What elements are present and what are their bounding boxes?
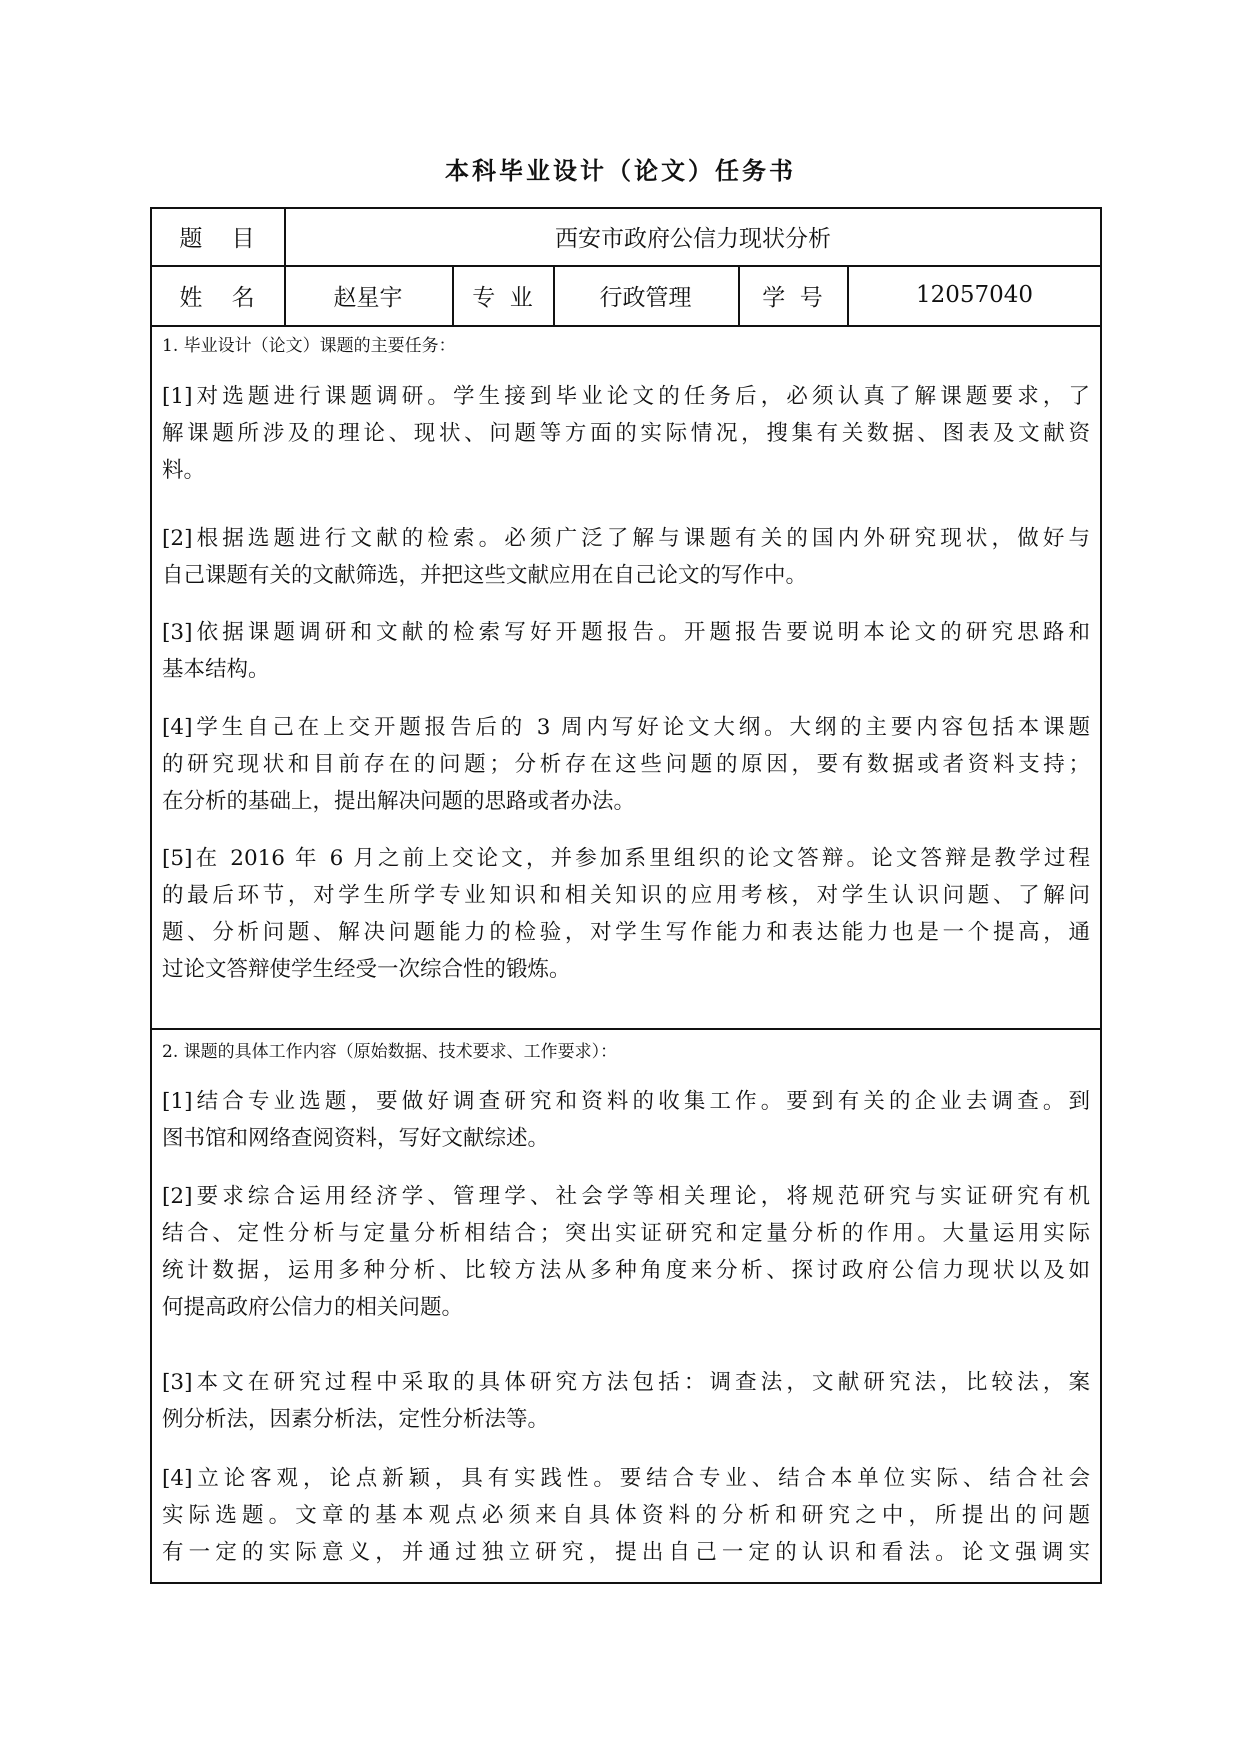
topic-value: 西安市政府公信力现状分析 — [555, 225, 831, 252]
section1-paragraph — [162, 709, 1090, 820]
section1-paragraph — [162, 840, 1090, 988]
name-value: 赵星宇 — [333, 284, 403, 311]
paragraph-line: [2]要求综合运用经济学、管理学、社会学等相关理论，将规范研究与实证研究有机 — [162, 1184, 1090, 1209]
student-info-row — [150, 265, 1102, 325]
paragraph-line: 基本结构。 — [162, 657, 270, 682]
paragraph-line: [5]在 2016 年 6 月之前上交论文，并参加系里组织的论文答辩。论文答辩是教学过程 — [162, 846, 1090, 871]
table-border-left — [150, 207, 152, 1583]
major-label: 专 业 — [472, 284, 533, 311]
paragraph-line: 图书馆和网络查阅资料，写好文献综述。 — [162, 1126, 550, 1151]
section1-paragraph — [162, 520, 1090, 594]
major-value: 行政管理 — [599, 284, 692, 311]
paragraph-line: 在分析的基础上，提出解决问题的思路或者办法。 — [162, 789, 636, 814]
paragraph-line: 解课题所涉及的理论、现状、问题等方面的实际情况，搜集有关数据、图表及文献资 — [162, 421, 1090, 446]
topic-row — [150, 207, 1102, 265]
paragraph-line: [2]根据选题进行文献的检索。必须广泛了解与课题有关的国内外研究现状，做好与 — [162, 526, 1090, 551]
table-border-section-divider — [150, 1028, 1102, 1030]
paragraph-line: 有一定的实际意义，并通过独立研究，提出自己一定的认识和看法。论文强调实 — [162, 1540, 1090, 1565]
student-id-label: 学 号 — [762, 284, 823, 311]
paragraph-line: 自己课题有关的文献筛选，并把这些文献应用在自己论文的写作中。 — [162, 563, 808, 588]
paragraph-line: 结合、定性分析与定量分析相结合；突出实证研究和定量分析的作用。大量运用实际 — [162, 1221, 1090, 1246]
section2-paragraph — [162, 1364, 1090, 1438]
paragraph-line: [4]学生自己在上交开题报告后的 3 周内写好论文大纲。大纲的主要内容包括本课题 — [162, 715, 1090, 740]
section1-paragraph — [162, 378, 1090, 489]
paragraph-line: 何提高政府公信力的相关问题。 — [162, 1295, 464, 1320]
paragraph-line: 例分析法，因素分析法，定性分析法等。 — [162, 1407, 550, 1432]
section2-paragraph — [162, 1083, 1090, 1157]
section2-heading: 2. 课题的具体工作内容（原始数据、技术要求、工作要求）： — [162, 1042, 618, 1062]
paragraph-line: [4]立论客观，论点新颖，具有实践性。要结合专业、结合本单位实际、结合社会 — [162, 1466, 1090, 1491]
document-title: 本科毕业设计（论文）任务书 — [445, 157, 796, 185]
paragraph-line: 过论文答辩使学生经受一次综合性的锻炼。 — [162, 957, 571, 982]
paragraph-line: 的最后环节，对学生所学专业知识和相关知识的应用考核，对学生认识问题、了解问 — [162, 883, 1090, 908]
paragraph-line: [1]结合专业选题，要做好调查研究和资料的收集工作。要到有关的企业去调查。到 — [162, 1089, 1090, 1114]
section1-paragraph — [162, 614, 1090, 688]
section2-paragraph — [162, 1178, 1090, 1326]
paragraph-line: 料。 — [162, 458, 206, 483]
paragraph-line: 的研究现状和目前存在的问题；分析存在这些问题的原因，要有数据或者资料支持； — [162, 752, 1090, 777]
paragraph-line: 题、分析问题、解决问题能力的检验，对学生写作能力和表达能力也是一个提高，通 — [162, 920, 1090, 945]
paragraph-line: 实际选题。文章的基本观点必须来自具体资料的分析和研究之中，所提出的问题 — [162, 1503, 1090, 1528]
paragraph-line: 统计数据，运用多种分析、比较方法从多种角度来分析、探讨政府公信力现状以及如 — [162, 1258, 1090, 1283]
table-border-row2 — [150, 325, 1102, 327]
paragraph-line: [1]对选题进行课题调研。学生接到毕业论文的任务后，必须认真了解课题要求，了 — [162, 384, 1090, 409]
section1-heading: 1. 毕业设计（论文）课题的主要任务： — [162, 336, 456, 356]
name-label: 姓 名 — [179, 284, 255, 311]
topic-label: 题 目 — [179, 225, 255, 252]
paragraph-line: [3]依据课题调研和文献的检索写好开题报告。开题报告要说明本论文的研究思路和 — [162, 620, 1090, 645]
section2-paragraph — [162, 1460, 1090, 1571]
paragraph-line: [3]本文在研究过程中采取的具体研究方法包括：调查法，文献研究法，比较法，案 — [162, 1370, 1090, 1395]
student-id-value: 12057040 — [915, 282, 1034, 308]
table-border-right — [1100, 207, 1102, 1583]
table-border-bottom — [150, 1582, 1102, 1584]
